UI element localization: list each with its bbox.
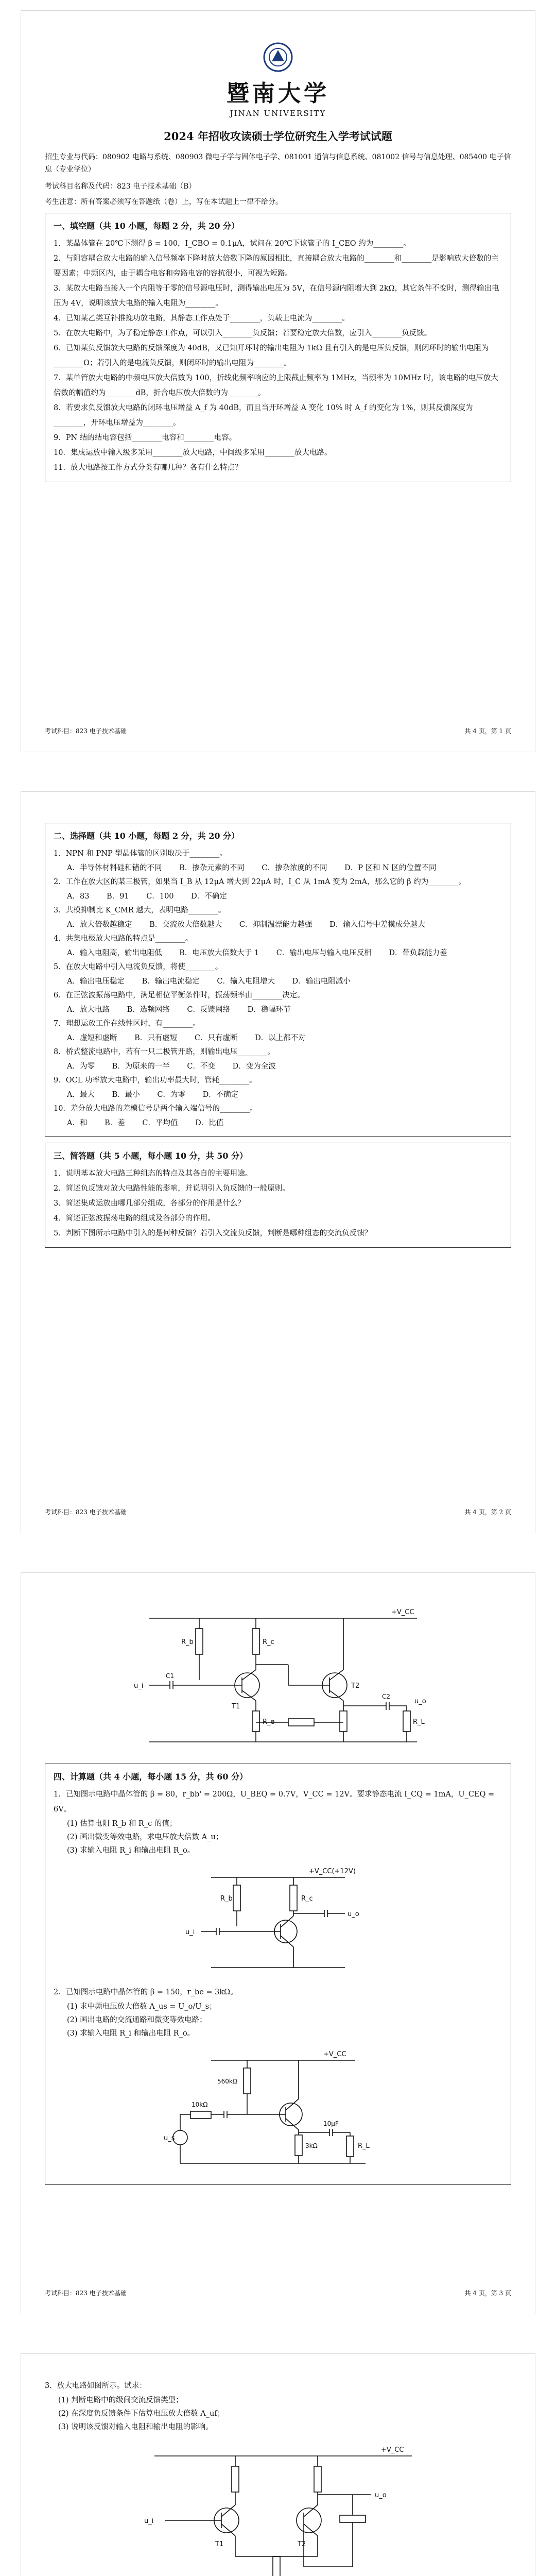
section-title: 二、选择题（共 10 小题，每题 2 分，共 20 分） bbox=[54, 831, 240, 841]
option: D．变为全波 bbox=[232, 1062, 276, 1071]
c1-label: C1 bbox=[166, 1672, 175, 1680]
question-part: (2) 画出微变等效电路，求电压放大倍数 A_u； bbox=[67, 1833, 223, 1841]
uo-label: u_o bbox=[375, 2492, 387, 2499]
option: D．P 区和 N 区的位置不同 bbox=[344, 864, 437, 872]
page-footer bbox=[45, 2289, 511, 2297]
t1-label: T1 bbox=[215, 2540, 224, 2548]
section-multiple-choice bbox=[45, 823, 511, 1137]
rl-label: R_L bbox=[358, 2142, 370, 2150]
answer-options bbox=[54, 918, 502, 931]
question: 5．在放大电路中引入电流负反馈，将使________。 bbox=[54, 963, 223, 971]
question: 6．已知某负反馈放大电路的反馈深度为 40dB，又已知开环时的输出电阻为 1kΩ 且有引入的是电压负反馈，则闭环时的输出电阻为________Ω；若引入的是电流负反馈，则闭环时的输出电阻为________。 bbox=[54, 344, 489, 367]
rl-label: R_L bbox=[413, 1718, 425, 1726]
option: B．输出电流稳定 bbox=[142, 977, 200, 986]
option: B．掺杂元素的不同 bbox=[179, 864, 245, 872]
common-emitter-circuit-diagram bbox=[170, 1865, 386, 1978]
rc-label: R_c bbox=[301, 1895, 313, 1903]
majors-line: 招生专业与代码：080902 电路与系统、080903 微电子学与固体电子学、081001 通信与信息系统、081002 信号与信息处理、085400 电子信息（专业学位） bbox=[45, 153, 511, 174]
answer-options bbox=[54, 946, 502, 960]
question: 4．简述正弦波振荡电路的组成及各部分的作用。 bbox=[54, 1214, 215, 1223]
option: B．为原来的一半 bbox=[112, 1062, 170, 1071]
r560-label: 560kΩ bbox=[217, 2078, 238, 2085]
vcc-label: +V_CC bbox=[323, 2050, 346, 2058]
university-name-cn: 暨南大学 bbox=[227, 80, 329, 107]
feedback-circuit-figure bbox=[45, 1603, 511, 1757]
option: A．输出电压稳定 bbox=[67, 977, 125, 986]
rc-label: R_c bbox=[263, 1638, 274, 1646]
option: C．输入电阻增大 bbox=[217, 977, 275, 986]
question: 5．在放大电路中，为了稳定静态工作点，可以引入________负反馈；若要稳定放大倍数，应引入________负反馈。 bbox=[54, 329, 432, 337]
notice-line: 考生注意：所有答案必须写在答题纸（卷）上，写在本试题上一律不给分。 bbox=[45, 198, 283, 206]
page-footer bbox=[45, 726, 511, 735]
answer-options bbox=[54, 1003, 502, 1016]
question: 1．说明基本放大电路三种组态的特点及其各自的主要用途。 bbox=[54, 1170, 253, 1178]
section-calculation bbox=[45, 1764, 511, 2185]
exam-title: 2024 年招收攻读硕士学位研究生入学考试试题 bbox=[164, 130, 392, 143]
question-part: (2) 在深度负反馈条件下估算电压放大倍数 A_uf； bbox=[58, 2410, 225, 2418]
option: C．反馈网络 bbox=[187, 1006, 230, 1014]
question-part: (1) 求中频电压放大倍数 A_us = U_o/U_s； bbox=[67, 2003, 217, 2011]
exam-page-2 bbox=[21, 791, 535, 1533]
uo-label: u_o bbox=[348, 1910, 359, 1918]
question: 11．放大电路按工作方式分类有哪几种？各有什么特点？ bbox=[54, 464, 242, 472]
question: 7．理想运放工作在线性区时，有________。 bbox=[54, 1020, 200, 1028]
question: 5．判断下图所示电路中引入的是何种反馈？若引入交流负反馈，判断是哪种组态的交流负反馈？ bbox=[54, 1229, 372, 1238]
r3k-label: 3kΩ bbox=[305, 2142, 318, 2149]
r10k-label: 10kΩ bbox=[192, 2101, 208, 2108]
option: A．放大电路 bbox=[67, 1006, 110, 1014]
footer-page-number: 共 4 页，第 1 页 bbox=[464, 727, 511, 735]
option: A．和 bbox=[67, 1119, 88, 1127]
footer-page-number: 共 4 页，第 3 页 bbox=[464, 2290, 511, 2297]
t1-label: T1 bbox=[232, 1703, 240, 1710]
option: B．选频网络 bbox=[127, 1006, 170, 1014]
question: 2．简述负反馈对放大电路性能的影响，并说明引入负反馈的一般原则。 bbox=[54, 1184, 290, 1193]
footer-subject: 考试科目：823 电子技术基础 bbox=[45, 2290, 127, 2297]
ui-label: u_i bbox=[185, 1928, 195, 1936]
option: D．输入信号中差模成分越大 bbox=[329, 921, 425, 929]
option: A．虚短和虚断 bbox=[67, 1034, 117, 1042]
answer-options bbox=[54, 975, 502, 988]
option: C．掺杂浓度的不同 bbox=[262, 864, 327, 872]
question: 2．已知图示电路中晶体管的 β = 150，r_be = 3kΩ。 bbox=[54, 1988, 238, 1996]
question: 6．在正弦波振荡电路中，满足相位平衡条件时，振荡频率由________决定。 bbox=[54, 991, 305, 999]
option: D．输出电阻减小 bbox=[292, 977, 351, 986]
question: 2．工作在放大区的某三极管，如果当 I_B 从 12μA 增大到 22μA 时，I_C 从 1mA 变为 2mA，那么它的 β 约为________。 bbox=[54, 878, 466, 886]
question: 3．放大电路如图所示。试求： bbox=[45, 2382, 147, 2390]
footer-page-number: 共 4 页，第 2 页 bbox=[464, 1509, 511, 1516]
option: A．放大倍数越稳定 bbox=[67, 921, 132, 929]
question: 3．共模抑制比 K_CMR 越大，表明电路________。 bbox=[54, 906, 226, 914]
ui-label: u_i bbox=[144, 2517, 154, 2525]
section-title: 三、简答题（共 5 小题，每小题 10 分，共 50 分） bbox=[54, 1151, 248, 1161]
rb-label: R_b bbox=[181, 1638, 194, 1646]
vcc-label: +V_CC bbox=[381, 2446, 404, 2454]
question: 10．集成运放中输入级多采用________放大电路，中间级多采用________放大电路。 bbox=[54, 449, 332, 457]
answer-options bbox=[54, 1088, 502, 1101]
t2-label: T2 bbox=[298, 2540, 306, 2548]
university-name-en: JINAN UNIVERSITY bbox=[230, 109, 326, 118]
vcc-label: +V_CC bbox=[391, 1608, 414, 1616]
option: C．输出电压与输入电压反相 bbox=[276, 949, 372, 957]
question-part: (3) 求输入电阻 R_i 和输出电阻 R_o。 bbox=[67, 1846, 195, 1855]
uo-label: u_o bbox=[414, 1698, 426, 1705]
answer-options bbox=[54, 861, 502, 875]
footer-subject: 考试科目：823 电子技术基础 bbox=[45, 1509, 127, 1516]
question: 3．某放大电路当接入一个内阻等于零的信号源电压时，测得输出电压为 5V，在信号源内阻增大到 2kΩ，其它条件不变时，测得输出电压为 4V，说明该放大电路的输入电阻为________。 bbox=[54, 284, 499, 308]
question: 4．共集电极放大电路的特点是________。 bbox=[54, 935, 193, 943]
question: 8．桥式整流电路中，若有一只二极管开路，则输出电压________。 bbox=[54, 1048, 275, 1056]
option: A．半导体材料硅和锗的不同 bbox=[67, 864, 162, 872]
option: C．抑制温漂能力越强 bbox=[239, 921, 312, 929]
question-part: (3) 求输入电阻 R_i 和输出电阻 R_o。 bbox=[67, 2029, 195, 2038]
question: 2．与阻容耦合放大电路的输入信号频率下降时放大倍数下降的原因相比，直接耦合放大电路的________和________是影响放大倍数的主要因素；中频区内，由于耦合电容和旁路电容的容抗很小，可视为短路。 bbox=[54, 255, 499, 278]
option: A．83 bbox=[67, 892, 90, 901]
option: B．差 bbox=[105, 1119, 125, 1127]
option: A．最大 bbox=[67, 1091, 95, 1099]
section-title: 四、计算题（共 4 小题，每小题 15 分，共 60 分） bbox=[54, 1772, 248, 1782]
option: D．稳幅环节 bbox=[247, 1006, 291, 1014]
option: D．不确定 bbox=[191, 892, 227, 901]
ui-label: u_i bbox=[134, 1682, 144, 1690]
t2-label: T2 bbox=[351, 1682, 360, 1690]
answer-options bbox=[54, 1116, 502, 1130]
question: 1．已知图示电路中晶体管的 β = 80，r_bb' = 200Ω，U_BEQ = 0.7V，V_CC = 12V。要求静态电流 I_CQ = 1mA，U_CEQ = 6V。 bbox=[54, 1790, 495, 1814]
section-title: 一、填空题（共 10 小题，每题 2 分，共 20 分） bbox=[54, 221, 240, 231]
option: B．交流放大倍数越大 bbox=[149, 921, 222, 929]
option: B．电压放大倍数大于 1 bbox=[179, 949, 259, 957]
option: C．不变 bbox=[187, 1062, 215, 1071]
exam-page-3 bbox=[21, 1572, 535, 2314]
circuit-figure-1 bbox=[54, 1865, 502, 1978]
option: A．为零 bbox=[67, 1062, 95, 1071]
question: 8．若要求负反馈放大电路的闭环电压增益 A_f 为 40dB，而且当开环增益 A 变化 10% 时 A_f 的变化为 1%，则其反馈深度为________，开环电压增益为________。 bbox=[54, 404, 473, 427]
university-logo bbox=[45, 42, 511, 118]
question: 9．PN 结的结电容包括________电容和________电容。 bbox=[54, 434, 237, 442]
question: 1．NPN 和 PNP 型晶体管的区别取决于________。 bbox=[54, 850, 227, 858]
emitter-follower-circuit-diagram bbox=[160, 2047, 396, 2171]
option: D．带负载能力差 bbox=[389, 949, 447, 957]
question: 4．已知某乙类互补推挽功放电路，其静态工作点处于________，负载上电流为________。 bbox=[54, 314, 350, 323]
option: B．最小 bbox=[112, 1091, 140, 1099]
option: D．比值 bbox=[195, 1119, 224, 1127]
answer-options bbox=[54, 1060, 502, 1073]
footer-subject: 考试科目：823 电子技术基础 bbox=[45, 727, 127, 735]
option: C．为零 bbox=[157, 1091, 185, 1099]
option: A．输入电阻高，输出电阻低 bbox=[67, 949, 162, 957]
answer-options bbox=[54, 1031, 502, 1045]
c2-label: C2 bbox=[382, 1693, 391, 1700]
option: C．平均值 bbox=[142, 1119, 178, 1127]
option: B．91 bbox=[107, 892, 129, 901]
question: 1．某晶体管在 20℃下测得 β = 100，I_CBO = 0.1μA，试问在 20℃下该管子的 I_CEO 约为________。 bbox=[54, 240, 411, 248]
option: D．不确定 bbox=[202, 1091, 239, 1099]
exam-page-4 bbox=[21, 2353, 535, 2576]
feedback-amplifier-circuit-diagram bbox=[118, 1603, 438, 1757]
section-fill-in bbox=[45, 213, 511, 482]
question-part: (1) 判断电路中的级间交流反馈类型； bbox=[58, 2396, 183, 2404]
question-part: (1) 估算电阻 R_b 和 R_c 的值； bbox=[67, 1820, 177, 1828]
two-stage-amplifier-circuit-diagram bbox=[124, 2443, 432, 2576]
question: 7．某单管放大电路的中频电压放大倍数为 100，折线化频率响应的上限截止频率为 1MHz，当频率为 10MHz 时，该电路的电压放大倍数的幅值约为________dB，折合电压放大倍数的为________。 bbox=[54, 374, 498, 397]
option: C．100 bbox=[146, 892, 174, 901]
answer-options bbox=[54, 890, 502, 903]
cap-label: 10μF bbox=[323, 2120, 339, 2127]
option: B．只有虚短 bbox=[134, 1034, 178, 1042]
university-emblem-icon bbox=[263, 42, 293, 73]
question: 10．差分放大电路的差模信号是两个输入端信号的________。 bbox=[54, 1105, 257, 1113]
question-part: (2) 画出电路的交流通路和微变等效电路； bbox=[67, 2016, 207, 2024]
option: D．以上都不对 bbox=[255, 1034, 306, 1042]
circuit-figure-2 bbox=[54, 2047, 502, 2171]
section-short-answer bbox=[45, 1143, 511, 1248]
rb-label: R_b bbox=[220, 1895, 233, 1903]
circuit-figure-3 bbox=[45, 2443, 511, 2576]
exam-page-1 bbox=[21, 10, 535, 752]
subject-line: 考试科目名称及代码：823 电子技术基础（B） bbox=[45, 182, 196, 191]
vcc12-label: +V_CC(+12V) bbox=[309, 1868, 356, 1875]
us-label: u_s bbox=[164, 2134, 175, 2142]
question-part: (3) 说明该反馈对输入电阻和输出电阻的影响。 bbox=[58, 2423, 213, 2431]
option: C．只有虚断 bbox=[194, 1034, 238, 1042]
question: 3．简述集成运放由哪几部分组成，各部分的作用是什么？ bbox=[54, 1199, 245, 1208]
re-label: R_e bbox=[263, 1718, 275, 1726]
page-footer bbox=[45, 1507, 511, 1516]
question: 9．OCL 功率放大电路中，输出功率最大时，管耗________。 bbox=[54, 1076, 257, 1084]
